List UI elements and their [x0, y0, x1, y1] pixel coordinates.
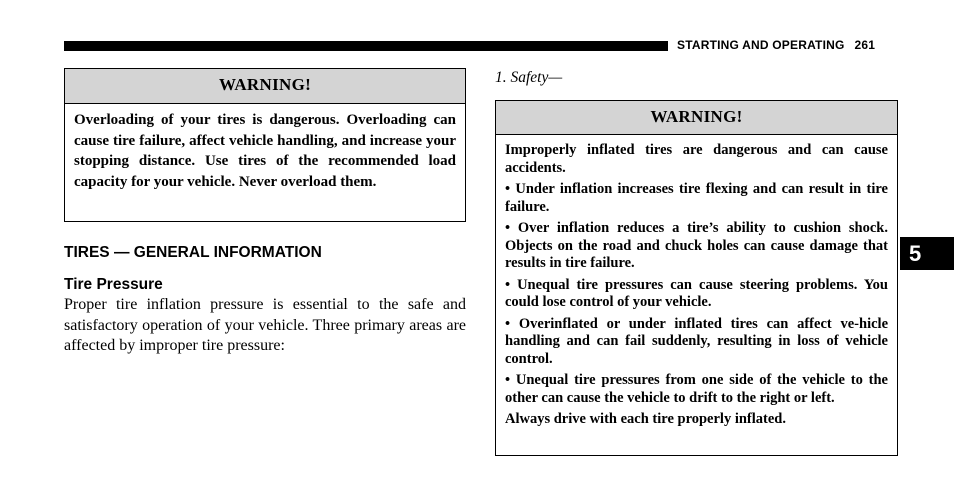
warning-text — [496, 135, 897, 429]
warning-bullet: • Over inflation reduces a tire’s ability to cushion shock. Objects on the road and chuck holes can cause damage that results in tire failure. — [505, 220, 888, 271]
subheading: Tire Pressure — [64, 276, 163, 293]
warning-bullet: • Unequal tire pressures from one side of the vehicle to the other can cause the vehicle to drift to the right or left. — [505, 372, 888, 406]
chapter-tab: 5 — [900, 237, 954, 270]
warning-bullet: • Overinflated or under inflated tires can affect ve-hicle handling and can fail suddenly, resulting in loss of vehicle control. — [505, 315, 888, 367]
section-heading: TIRES — GENERAL INFORMATION — [64, 244, 322, 261]
section-title: STARTING AND OPERATING — [677, 38, 845, 52]
warning-box-overloading — [64, 68, 466, 222]
warning-bullet: • Under inflation increases tire flexing and can result in tire failure. — [505, 181, 888, 215]
warning-paragraph: Always drive with each tire properly inflated. — [505, 411, 786, 427]
warning-text: Overloading of your tires is dangerous. Overloading can cause tire failure, affect vehicle handling, and increase your stopping distance. Use tires of the recommended load capacity for your vehicle. Never overload them. — [74, 112, 456, 190]
body-paragraph: Proper tire inflation pressure is essential to the safe and satisfactory operation of your vehicle. Three primary areas are affected by improper tire pressure: — [64, 296, 466, 354]
warning-title: WARNING! — [496, 101, 897, 135]
warning-paragraph: Improperly inflated tires are dangerous and can cause accidents. — [505, 142, 888, 176]
warning-box-inflation — [495, 100, 898, 456]
page-number: 261 — [854, 38, 876, 52]
warning-bullet: • Unequal tire pressures can cause steering problems. You could lose control of your vehicle. — [505, 276, 888, 310]
list-item-safety: 1. Safety— — [495, 69, 563, 86]
header-rule — [64, 41, 668, 51]
warning-title: WARNING! — [65, 69, 465, 104]
running-header — [677, 38, 875, 52]
